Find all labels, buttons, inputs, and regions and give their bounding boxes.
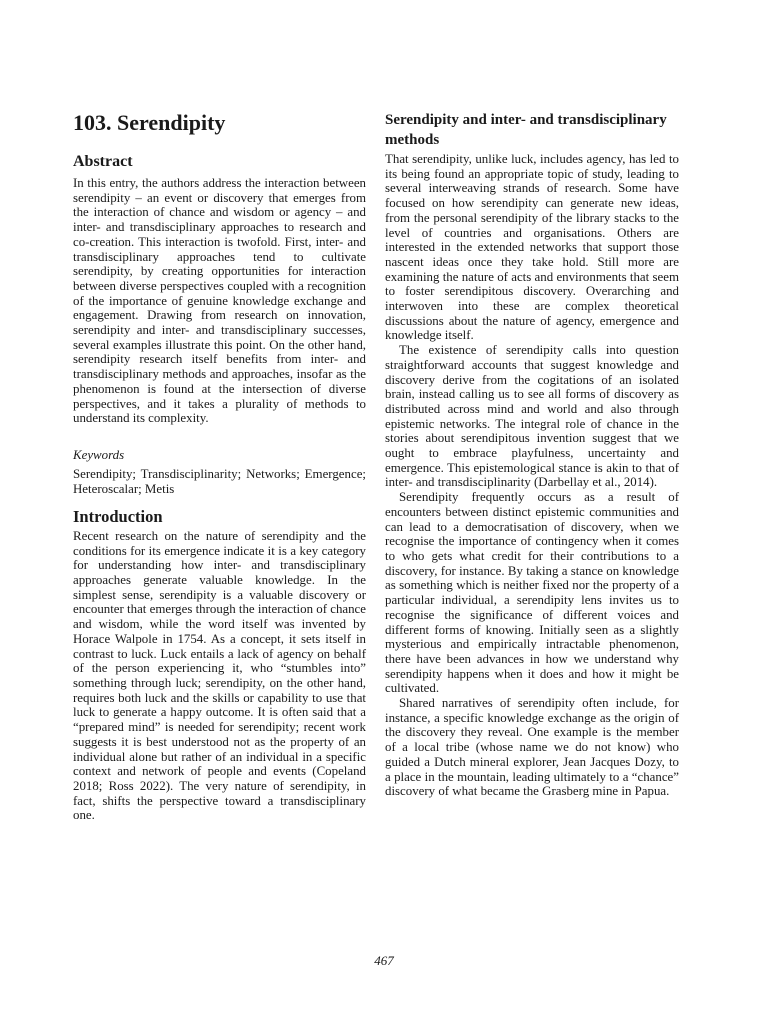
keywords-list: Serendipity; Transdisciplinarity; Networks; Emergence; Heteroscalar; Metis [73, 466, 366, 496]
methods-paragraph-3: Serendipity frequently occurs as a result of encounters between distinct epistemic communities and can lead to a democratisation of discovery, when we recognise the importance of contingency when it comes to who gets what credit for their contributions to a discovery, for instance. By taking a stance on knowledge as something which is neither fixed nor the property of a particular individual, a serendipity lens invites us to recognise the significance of different voices and different forms of knowing. Initially seen as a slightly mysterious and empirically intractable phenomenon, there have been advances in how we understand why serendipity happens when it does and how it might be cultivated. [385, 490, 679, 696]
introduction-text: Recent research on the nature of serendipity and the conditions for its emergence indicate it is a key category for understanding how inter- and transdisciplinary approaches generate valuable knowledge. In the simplest sense, serendipity is a valuable discovery or encounter that emerges through the interaction of chance and wisdom, while the word itself was invented by Horace Walpole in 1754. As a concept, it sets itself in contrast to luck. Luck entails a lack of agency on behalf of the person experiencing it, who “stumbles into” something through luck; serendipity, on the other hand, requires both luck and the skills or capability to use that luck to generate a happy outcome. It is often said that a “prepared mind” is needed for serendipity; recent work suggests it is best understood not as the property of an individual alone but rather of an individual in a specific context and network of people and events (Copeland 2018; Ross 2022). The very nature of serendipity, in fact, shifts the perspective toward a transdisciplinary one. [73, 528, 366, 823]
methods-paragraph-2: The existence of serendipity calls into question straightforward accounts that suggest knowledge and discovery derive from the cogitations of an isolated brain, instead calling us to see all forms of discovery as distributed across mind and world and also through epistemic networks. The integral role of chance in the stories about serendipitous invention suggest that we ought to embrace playfulness, uncertainty and emergence. This epistemological stance is akin to that of inter- and transdisciplinarity (Darbellay et al., 2014). [385, 343, 679, 490]
methods-paragraph-4: Shared narratives of serendipity often include, for instance, a specific knowledge exchange as the origin of the discovery they reveal. One example is the member of a local tribe (whose name we do not know) who guided a Dutch mineral explorer, Jean Jacques Dozy, to a place in the mountain, leading ultimately to a “chance” discovery of what became the Grasberg mine in Papua. [385, 696, 679, 799]
abstract-heading: Abstract [73, 153, 133, 170]
keywords-label: Keywords [73, 447, 125, 462]
introduction-heading: Introduction [73, 506, 163, 526]
methods-paragraph-1: That serendipity, unlike luck, includes agency, has led to its being found an appropriate topic of study, leading to several interweaving strands of research. Some have focused on how serendipity can generate new ideas, from the personal serendipity of the library stacks to the level of countries and organisations. Others are interested in the extended networks that support those nascent ideas once they take hold. Still more are examining the nature of acts and environments that seem to foster serendipitous discovery. Overarching and interwoven into these are complex theoretical discussions about the nature of agency, emergence and knowledge itself. [385, 152, 679, 343]
page-number: 467 [374, 953, 394, 968]
abstract-text: In this entry, the authors address the interaction between serendipity – an event or discovery that emerges from the interaction of chance and wisdom or agency – and inter- and transdisciplinary approaches to research and co-creation. This interaction is twofold. First, inter- and transdisciplinary approaches tend to cultivate serendipity, by creating opportunities for interaction between diverse perspectives coupled with a recognition of the importance of genuine knowledge exchange and engagement. Drawing from research on innovation, serendipity and inter- and transdisciplinary successes, several examples illustrate this point. On the other hand, serendipity research itself benefits from inter- and transdisciplinary methods and approaches, insofar as the phenomenon is found at the intersection of diverse perspectives, and it takes a plurality of methods to understand its complexity. [73, 176, 366, 426]
right-column [385, 110, 679, 799]
methods-heading: Serendipity and inter- and transdisciplinary methods [385, 112, 667, 148]
chapter-title: 103. Serendipity [73, 110, 226, 135]
left-column [73, 108, 366, 823]
